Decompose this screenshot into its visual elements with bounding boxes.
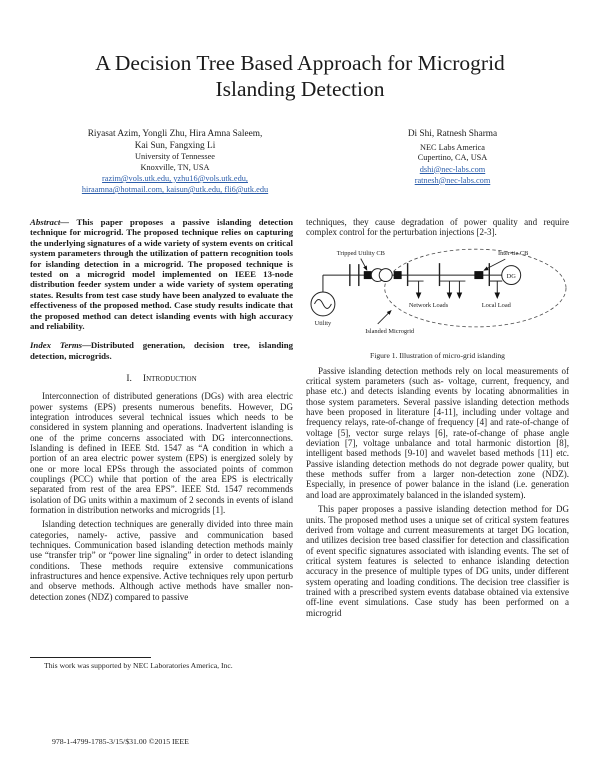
section-title: Introduction [142, 373, 197, 385]
abstract-label: Abstract— [30, 217, 70, 227]
figure-label-utility: Utility [314, 319, 332, 327]
figure-caption: Figure 1. Illustration of micro-grid islanding [370, 350, 505, 360]
author-location: Cupertino, CA, USA [417, 153, 488, 162]
paper-title-line2: Islanding Detection [215, 77, 385, 101]
right-column [306, 217, 569, 622]
author-names: Di Shi, Ratnesh Sharma [407, 129, 498, 139]
index-terms [30, 340, 293, 361]
figure-label-tripped-utility-cb: Tripped Utility CB [336, 249, 385, 257]
load-arrow-icon [457, 292, 463, 298]
footnote-rule [30, 657, 151, 658]
email-link-utk-line1[interactable]: razim@vols.utk.edu, yzhu16@vols.utk.edu, [102, 174, 248, 183]
microgrid-cb-icon [394, 271, 402, 279]
author-names-line2: Kai Sun, Fangxing Li [134, 140, 216, 151]
figure-label-islanded-microgrid: Islanded Microgrid [365, 327, 415, 335]
passive-methods-paragraph: Passive islanding detection methods rely on local measurements of critical system parameters (such as- voltage, current, frequency, and phase etc.) and detects islanding events by locating abnormalities in those system parameters. Several passive islanding detection methods have been proposed in literature [4-11], including under voltage and frequency relays, rate-of-change of frequency [4] and rate-of-change of voltage [5], vector surge relays [6], rate-of-change of phase angle deviation [7], voltage unbalance and total harmonic distortion [8], intelligent based methods [9-10] and wavelet based methods [11] etc. Passive islanding detection methods do not degrade power quality, but these methods suffer from a larger non-detection zone (NDZ). Especially, in presence of power balance in the island (i.e. generation and load are approximately balanced in the islanded system). [306, 365, 569, 500]
figure-label-inter-tie-cb: Inter-tie CB [497, 249, 529, 257]
figure-label-network-loads: Network Loads [408, 301, 449, 309]
figure-label-dg: DG [506, 272, 516, 280]
load-arrow-icon [447, 292, 453, 298]
author-names-line1: Riyasat Azim, Yongli Zhu, Hira Amna Saleem, [87, 129, 263, 139]
index-terms-label: Index Terms [30, 340, 83, 351]
paper-title-line1: A Decision Tree Based Approach for Microgrid [95, 51, 505, 75]
paper-title [0, 50, 600, 102]
author-names [25, 129, 325, 152]
transformer-icon [371, 268, 392, 281]
proposal-paragraph: This paper proposes a passive islanding detection method for DG units. The proposed method uses a unique set of critical system features derived from voltage and current measurements at target DG location, and utilizes decision tree based classifier for detection and classification of event specific signatures associated with islanding events. The set of critical system features is selected to enhance islanding detection accuracy in the presence of multiple types of DG units, under different system operating and loading conditions. The decision tree classifier is trained with a prescribed system events database obtained via extensive off-line event simulations. Case study has been performed on a microgrid [306, 504, 569, 618]
section-number: I. [126, 373, 132, 385]
index-terms-text: —Distributed generation, decision tree, islanding detection, microgrids. [30, 340, 293, 361]
email-link-nec-line1[interactable]: dshi@nec-labs.com [419, 164, 486, 174]
author-location: Knoxville, TN, USA [140, 162, 210, 172]
author-block-nec [330, 129, 575, 186]
copyright-notice: 978-1-4799-1785-3/15/$31.00 ©2015 IEEE [52, 737, 189, 746]
footnote-text: This work was supported by NEC Laboratories America, Inc. [44, 661, 233, 670]
funding-footnote [30, 657, 293, 671]
continuation-paragraph: techniques, they cause degradation of power quality and require complex control for the perturbation injections [2-3]. [306, 217, 569, 238]
figure-label-local-load: Local Load [481, 301, 511, 309]
left-column [30, 217, 293, 606]
author-affiliation: NEC Labs America [420, 142, 485, 152]
figure-1 [306, 247, 569, 360]
microgrid-islanding-diagram [306, 247, 569, 347]
email-link-nec-line2[interactable]: ratnesh@nec-labs.com [414, 175, 491, 185]
tripped-utility-cb-icon [364, 271, 372, 279]
author-affiliation: University of Tennessee [135, 152, 215, 161]
inter-tie-cb-icon [474, 271, 483, 279]
islanded-boundary-ellipse [385, 249, 566, 327]
intro-paragraph-1: Interconnection of distributed generations (DGs) with area electric power systems (EPS) presents numerous benefits. However, DG integration introduces several technical issues which needs to be considered in system planning and operations. Inadvertent islanding is one of the prime concerns associated with DG interconnections. Islanding is defined in IEEE Std. 1547 as “A condition in which a portion of an area electric power system (EPS) is energized solely by one or more local EPSs through the associated points of common couplings (PCC) while that portion of the area EPS is electrically separated from rest of the area EPS”. IEEE Std. 1547 recommends isolation of DG units within a maximum of 2 seconds in events of island formation in distribution networks and microgrids [1]. [30, 391, 293, 516]
abstract [30, 217, 293, 331]
section-heading-introduction [30, 373, 293, 384]
annotation-arrow-icon [483, 266, 488, 270]
intro-paragraph-2: Islanding detection techniques are generally divided into three main categories, namely- active, passive and communication based techniques. Communication based islanding detection methods mainly use “transfer trip” or “power line signaling” in order to detect islanding conditions. These methods require extensive communications infrastructures and hence expensive. Active techniques rely upon perturb and observe methods. Although active methods have smaller non-detection zones (NDZ) compared to passive [30, 519, 293, 602]
load-arrow-icon [494, 292, 500, 298]
load-arrow-icon [416, 292, 422, 298]
abstract-text: This paper proposes a passive islanding detection technique for microgrid. The proposed technique relies on capturing the underlying signatures of a wide variety of system events on critical system parameters through the utilization of pattern recognition tools for islanding detection in a microgrid. The proposed technique is tested on a microgrid model implemented on IEEE 13-node distribution feeder system under a wide variety of system operating states. Results from test case study have been analyzed to evaluate the effectiveness of the proposed method. Case study results indicate that the proposed method can detect islanding events with high accuracy and reliability. [30, 217, 293, 332]
email-link-utk-line2[interactable]: hiraamna@hotmail.com, kaisun@utk.edu, fli6@utk.edu [81, 185, 269, 194]
author-block-utk [25, 129, 325, 195]
